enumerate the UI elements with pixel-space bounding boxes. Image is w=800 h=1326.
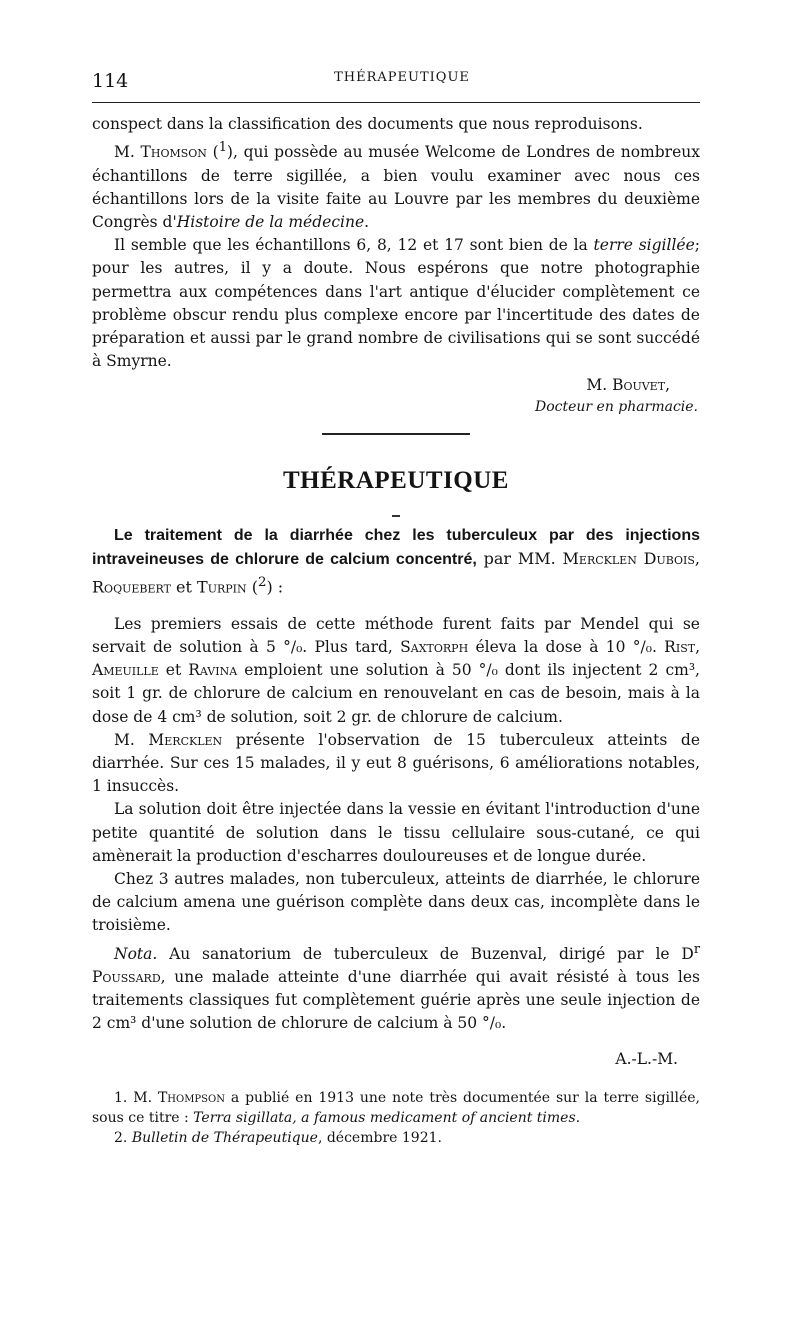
title-dash bbox=[392, 515, 400, 517]
article-signature: A.-L.-M. bbox=[615, 1049, 678, 1068]
page bbox=[92, 70, 700, 1148]
article-paragraph-3: La solution doit être injectée dans la vessie en évitant l'introduction d'une petite quantité de solution dans le tissu cellulaire sous-cutané, ce qui amènerait la production d'escharres douloureuses et de longue durée. bbox=[92, 800, 700, 865]
footnotes bbox=[92, 1088, 700, 1148]
intro-paragraph-2: M. Thomson ($^1$), qui possède au musée Welcome de Londres de nombreux échantillons de terre sigillée, a bien voulu examiner avec nous ces échantillons lors de la visite faite au Louvre par les membres du deuxième Congrès d'Histoire de la médecine. bbox=[92, 140, 700, 231]
page-number: 114 bbox=[92, 70, 129, 92]
article-title: Le traitement de la diarrhée chez les tuberculeux par des injections intraveineuses de chlorure de calcium concentré, par MM. Mercklen Dubois, Roquebert et Turpin ($^2$) : bbox=[92, 527, 701, 597]
running-title: THÉRAPEUTIQUE bbox=[334, 70, 470, 85]
article-paragraph-4: Chez 3 autres malades, non tuberculeux, atteints de diarrhée, le chlorure de calcium amena une guérison complète dans deux cas, incomplète dans le troisième. bbox=[92, 869, 700, 935]
intro-signature: M. Bouvet, bbox=[586, 376, 670, 395]
footnote-ref-1[interactable]: 1 bbox=[218, 140, 227, 156]
section-divider bbox=[322, 433, 470, 435]
footnote-1: 1. M. Thompson a publié en 1913 une note très documentée sur la terre sigillée, sous ce titre : Terra sigillata, a famous medicament of ancient times. bbox=[92, 1089, 700, 1126]
header-rule bbox=[92, 102, 700, 103]
intro-paragraph-3: Il semble que les échantillons 6, 8, 12 et 17 sont bien de la terre sigillée; pour les autres, il y a doute. Nous espérons que notre photographie permettra aux compétences dans l'art antique d'élucider complètement ce problème obscur rendu plus complexe encore par l'incertitude des dates de préparation et aussi par le grand nombre de civilisations qui se sont succédé à Smyrne. bbox=[92, 236, 700, 371]
intro-paragraph-1: conspect dans la classification des documents que nous reproduisons. bbox=[92, 115, 643, 133]
footnote-2: 2. Bulletin de Thérapeutique, décembre 1921. bbox=[114, 1129, 442, 1146]
intro-signature-title: Docteur en pharmacie. bbox=[534, 399, 698, 416]
article-paragraph-1: Les premiers essais de cette méthode furent faits par Mendel qui se servait de solution à 5 °/₀. Plus tard, Saxtorph éleva la dose à 10 °/₀. Rist, Ameuille et Ravina emploient une solution à 50 °/₀ dont ils injectent 2 cm³, soit 1 gr. de chlorure de calcium en renouvelant en cas de besoin, mais à la dose de 4 cm³ de solution, soit 2 gr. de chlorure de calcium. bbox=[92, 614, 700, 726]
section-title: THÉRAPEUTIQUE bbox=[283, 467, 509, 495]
article-paragraph-5: Nota. Au sanatorium de tuberculeux de Buzenval, dirigé par le $D^r$ Poussard, une malade atteinte d'une diarrhée qui avait résisté à tous les traitements classiques fut complètement guérie après une seule injection de 2 cm³ d'une solution de chlorure de calcium à 50 °/₀. bbox=[92, 941, 700, 1033]
author-thomson: Thomson bbox=[140, 143, 207, 162]
page-header bbox=[92, 70, 700, 96]
footnote-ref-2[interactable]: 2 bbox=[257, 575, 267, 591]
article-paragraph-2: M. Mercklen présente l'observation de 15 tuberculeux atteints de diarrhée. Sur ces 15 malades, il y eut 8 guérisons, 6 améliorations notables, 1 insuccès. bbox=[92, 730, 701, 796]
